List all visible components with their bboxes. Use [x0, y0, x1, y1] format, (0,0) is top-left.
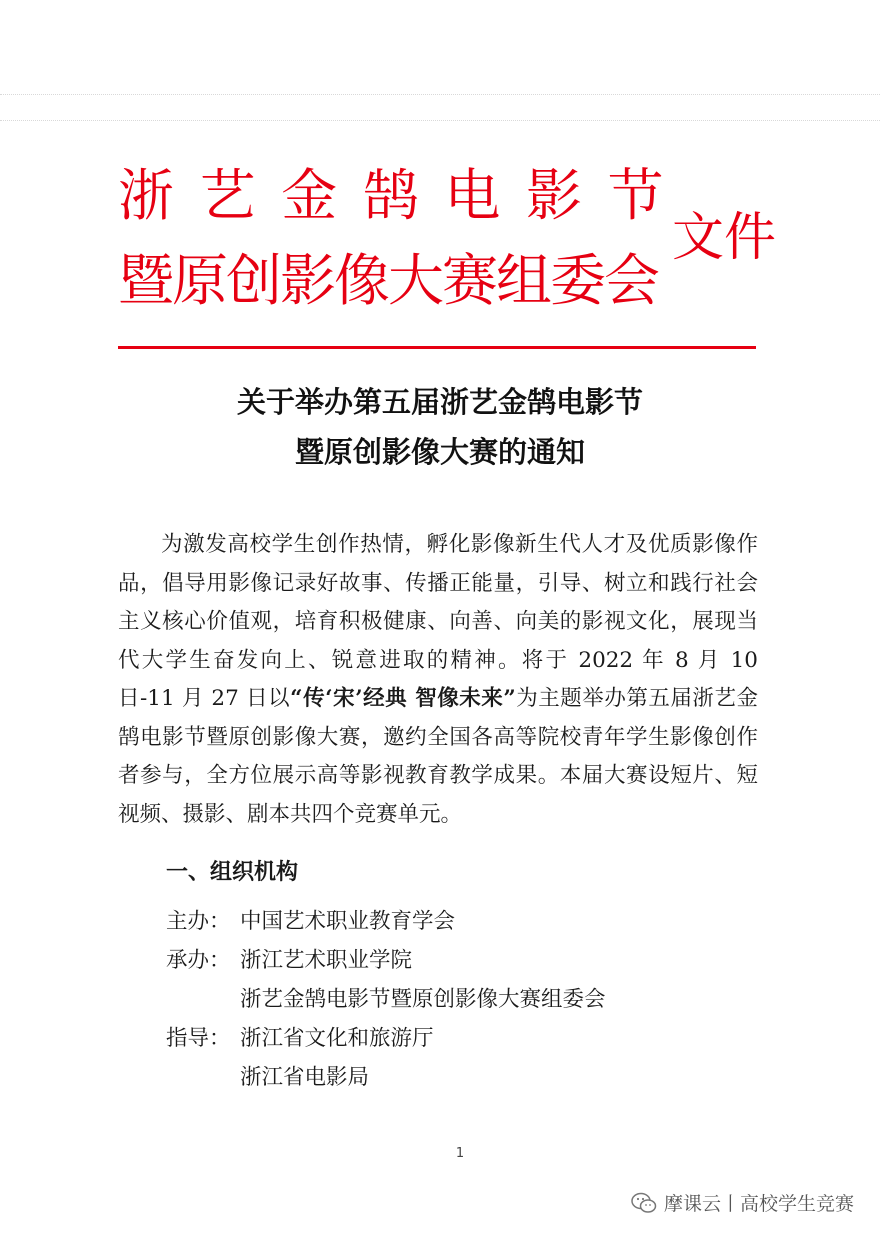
guide-label: 指导： — [166, 1026, 231, 1051]
watermark — [630, 1189, 854, 1216]
guide-value-2: 浙江省电影局 — [240, 1065, 370, 1090]
organizer-value-2: 浙艺金鹄电影节暨原创影像大赛组委会 — [240, 987, 606, 1012]
intro-text-before-theme: 为激发高校学生创作热情，孵化影像新生代人才及优质影像作品，倡导用影像记录好故事、传播正能量，引导、树立和践行社会主义核心价值观，培育积极健康、向善、向美的影视文化，展现当代大学生奋发向上、锐意进取的精神。将于 2022 年 8 月 10 日-11 月 27 日以 — [118, 532, 758, 711]
top-dotted-border — [0, 94, 880, 95]
host-row — [166, 907, 455, 937]
intro-paragraph — [118, 526, 758, 834]
intro-text-after-theme: 为主题举办第五届浙艺金鹄电影节暨原创影像大赛，邀约全国各高等院校青年学生影像创作者参与，全方位展示高等影视教育教学成果。本届大赛设短片、短视频、摄影、剧本共四个竞赛单元。 — [118, 686, 758, 827]
guide-value-1: 浙江省文化和旅游厅 — [240, 1026, 434, 1051]
intro-theme: “传‘宋’经典 智像未来” — [290, 686, 516, 711]
notice-title-line2: 暨原创影像大赛的通知 — [294, 435, 585, 469]
issuer-name-line1: 浙艺金鹄电影节 — [118, 164, 690, 229]
red-header-rule — [118, 346, 756, 349]
section-heading-organization: 一、组织机构 — [166, 860, 299, 885]
organizer-row — [166, 946, 412, 976]
host-value: 中国艺术职业教育学会 — [240, 909, 456, 934]
guide-row — [166, 1024, 434, 1054]
top-dotted-border-2 — [0, 120, 880, 121]
notice-title-line1: 关于举办第五届浙艺金鹄电影节 — [236, 385, 643, 419]
host-label: 主办： — [166, 909, 231, 934]
watermark-text: 摩课云丨高校学生竞赛 — [663, 1193, 854, 1215]
organizer-value-1: 浙江艺术职业学院 — [240, 948, 413, 973]
wechat-icon — [630, 1191, 658, 1215]
organizer-label: 承办： — [166, 948, 231, 973]
document-type-label: 文件 — [672, 208, 777, 268]
issuer-name-line2: 暨原创影像大赛组委会 — [118, 249, 658, 314]
page-number: 1 — [455, 1146, 465, 1161]
